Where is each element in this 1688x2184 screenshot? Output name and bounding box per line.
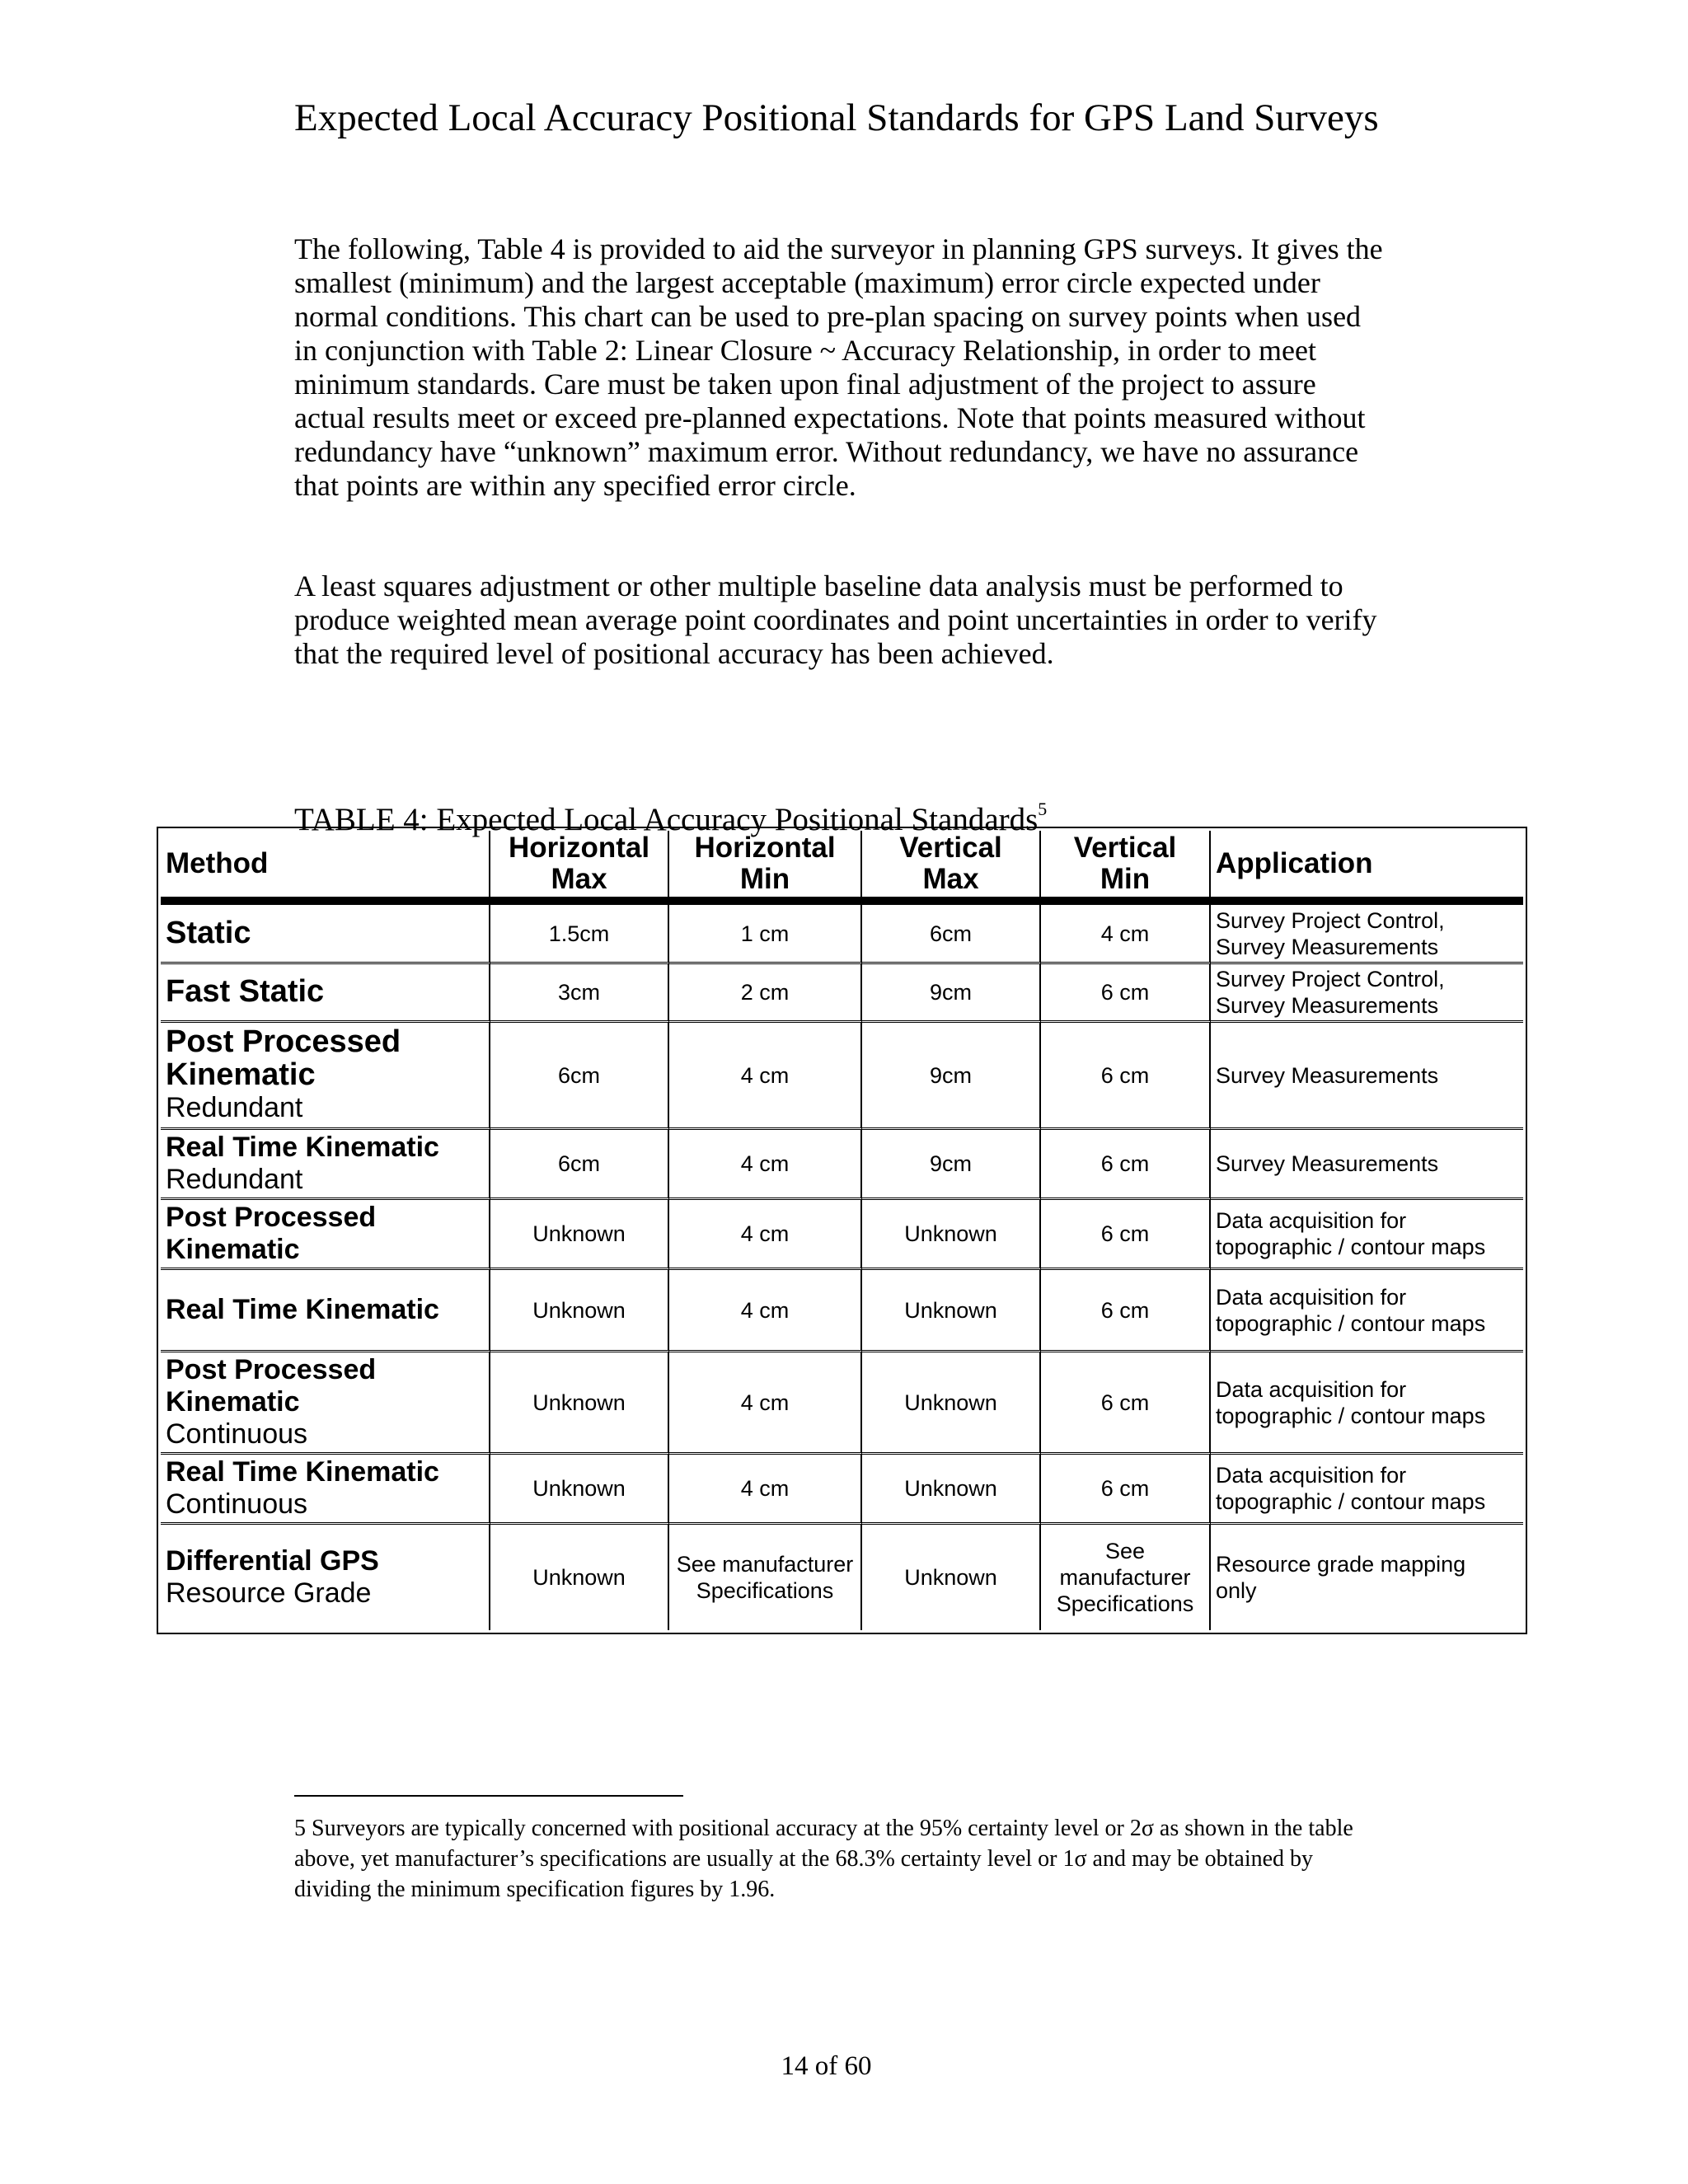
footnote: 5 Surveyors are typically concerned with positional accuracy at the 95% certainty level or 2σ as shown in the table above, yet manufacturer’s specifications are usually at the 68.3% certainty level or 1σ and may be obtained by dividing the minimum specification figures by 1.96. [294, 1816, 1353, 1902]
method-name: Post Processed [166, 1202, 377, 1233]
cell-horizontal-min: 4 cm [669, 1352, 862, 1455]
cell-horizontal-max: 6cm [490, 1130, 669, 1200]
cell-horizontal-min: 2 cm [669, 964, 862, 1023]
cell-vertical-max: 9cm [862, 1130, 1041, 1200]
adjustment-paragraph: A least squares adjustment or other multiple baseline data analysis must be performed to produce weighted mean average point coordinates and point uncertainties in order to verify that the required level of positional accuracy has been achieved. [294, 569, 1377, 670]
page-number: 14 of 60 [781, 2051, 872, 2081]
cell-horizontal-min: 4 cm [669, 1130, 862, 1200]
method-name: Differential GPS [166, 1545, 379, 1577]
method-qualifier: Redundant [166, 1164, 303, 1195]
cell-vertical-max: Unknown [862, 1525, 1041, 1630]
cell-vertical-max: 6cm [862, 905, 1041, 964]
table-row [161, 964, 1523, 1023]
cell-horizontal-max: 6cm [490, 1023, 669, 1130]
cell-vertical-max: 9cm [862, 964, 1041, 1023]
cell-horizontal-max: Unknown [490, 1270, 669, 1352]
application-line-2: Survey Measurements [1216, 993, 1439, 1018]
cell-horizontal-max: Unknown [490, 1200, 669, 1270]
application-line-1: Data acquisition for [1216, 1376, 1407, 1402]
header-vertical-min: Vertical Min [1041, 831, 1211, 905]
application-line-1: Survey Project Control, [1216, 967, 1445, 991]
cell-vertical-min: 6 cm [1041, 1352, 1211, 1455]
application-line-1: Survey Measurements [1216, 1151, 1439, 1176]
method-name: Real Time Kinematic [166, 1132, 439, 1163]
cell-method [161, 1270, 490, 1352]
table-row [161, 1270, 1523, 1352]
header-vertical-max: Vertical Max [862, 831, 1041, 905]
cell-vertical-max: Unknown [862, 1200, 1041, 1270]
table-row [161, 1130, 1523, 1200]
application-line-2: topographic / contour maps [1216, 1403, 1486, 1428]
table-row [161, 1525, 1523, 1630]
footnote-reference: 5 [1038, 799, 1048, 819]
application-line-2: only [1216, 1578, 1257, 1603]
application-line-1: Survey Measurements [1216, 1062, 1439, 1088]
cell-horizontal-min: 4 cm [669, 1270, 862, 1352]
cell-method [161, 1352, 490, 1455]
cell-horizontal-min: 4 cm [669, 1200, 862, 1270]
cell-application [1211, 1023, 1523, 1130]
method-name: Post Processed [166, 1354, 377, 1385]
method-qualifier: Continuous [166, 1488, 308, 1520]
application-line-2: Survey Measurements [1216, 934, 1439, 959]
application-line-2: topographic / contour maps [1216, 1310, 1486, 1336]
method-name: Fast Static [166, 974, 325, 1009]
header-application: Application [1211, 831, 1523, 905]
application-line-1: Survey Project Control, [1216, 907, 1445, 933]
application-line-1: Resource grade mapping [1216, 1552, 1466, 1577]
cell-application [1211, 1200, 1523, 1270]
cell-application [1211, 964, 1523, 1023]
application-line-2: topographic / contour maps [1216, 1489, 1486, 1514]
cell-vertical-min: 6 cm [1041, 964, 1211, 1023]
cell-vertical-min: 6 cm [1041, 1130, 1211, 1200]
table-row [161, 1023, 1523, 1130]
cell-vertical-max: Unknown [862, 1270, 1041, 1352]
method-qualifier: Resource Grade [166, 1577, 372, 1609]
cell-method [161, 905, 490, 964]
standards-table [157, 827, 1527, 1634]
cell-vertical-min: See manufacturer Specifications [1041, 1525, 1211, 1630]
method-name: Post Processed [166, 1024, 401, 1059]
cell-application [1211, 905, 1523, 964]
method-name: Static [166, 915, 251, 950]
header-method: Method [161, 831, 490, 905]
cell-vertical-max: Unknown [862, 1352, 1041, 1455]
table-row [161, 905, 1523, 964]
footnote-divider [294, 1795, 683, 1797]
method-name-line-2: Kinematic [166, 1057, 316, 1092]
page-title: Expected Local Accuracy Positional Standards for GPS Land Surveys [294, 96, 1379, 139]
cell-vertical-min: 4 cm [1041, 905, 1211, 964]
application-line-1: Data acquisition for [1216, 1463, 1407, 1488]
cell-horizontal-min: 4 cm [669, 1023, 862, 1130]
method-name: Real Time Kinematic [166, 1456, 439, 1488]
method-name-line-2: Kinematic [166, 1386, 300, 1418]
cell-method [161, 1525, 490, 1630]
intro-paragraph: The following, Table 4 is provided to aid the surveyor in planning GPS surveys. It gives the smallest (minimum) and the largest acceptable (maximum) error circle expected under normal conditions. This chart can be used to pre-plan spacing on survey points when used in conjunction with Table 2: Linear Closure ~ Accuracy Relationship, in order to meet minimum standards. Care must be taken upon final adjustment of the project to assure actual results meet or exceed pre-planned expectations. Note that points measured without redundancy have “unknown” maximum error. Without redundancy, we have no assurance that points are within any specified error circle. [294, 232, 1383, 502]
cell-vertical-max: 9cm [862, 1023, 1041, 1130]
cell-application [1211, 1130, 1523, 1200]
table-row [161, 1455, 1523, 1525]
cell-method [161, 1130, 490, 1200]
table-row [161, 1200, 1523, 1270]
cell-vertical-min: 6 cm [1041, 1200, 1211, 1270]
cell-horizontal-max: Unknown [490, 1455, 669, 1525]
cell-method [161, 1023, 490, 1130]
application-line-2: topographic / contour maps [1216, 1235, 1486, 1259]
header-horizontal-min: Horizontal Min [669, 831, 862, 905]
cell-vertical-min: 6 cm [1041, 1270, 1211, 1352]
cell-method [161, 964, 490, 1023]
cell-horizontal-min: 1 cm [669, 905, 862, 964]
cell-horizontal-max: Unknown [490, 1525, 669, 1630]
cell-method [161, 1200, 490, 1270]
cell-vertical-min: 6 cm [1041, 1023, 1211, 1130]
table-row [161, 1352, 1523, 1455]
method-name: Real Time Kinematic [166, 1294, 439, 1325]
method-qualifier: Redundant [166, 1092, 303, 1123]
cell-vertical-min: 6 cm [1041, 1455, 1211, 1525]
method-name-line-2: Kinematic [166, 1234, 300, 1265]
cell-application [1211, 1525, 1523, 1630]
table-header-row [161, 831, 1523, 905]
table-caption-text: TABLE 4: Expected Local Accuracy Positional Standards [294, 802, 1039, 837]
cell-horizontal-min: 4 cm [669, 1455, 862, 1525]
cell-horizontal-max: Unknown [490, 1352, 669, 1455]
cell-application [1211, 1352, 1523, 1455]
cell-vertical-max: Unknown [862, 1455, 1041, 1525]
cell-horizontal-min: See manufacturer Specifications [669, 1525, 862, 1630]
cell-method [161, 1455, 490, 1525]
cell-horizontal-max: 1.5cm [490, 905, 669, 964]
cell-horizontal-max: 3cm [490, 964, 669, 1023]
header-horizontal-max: Horizontal Max [490, 831, 669, 905]
application-line-1: Data acquisition for [1216, 1284, 1407, 1310]
application-line-1: Data acquisition for [1216, 1208, 1407, 1233]
method-qualifier: Continuous [166, 1418, 308, 1450]
cell-application [1211, 1455, 1523, 1525]
cell-application [1211, 1270, 1523, 1352]
